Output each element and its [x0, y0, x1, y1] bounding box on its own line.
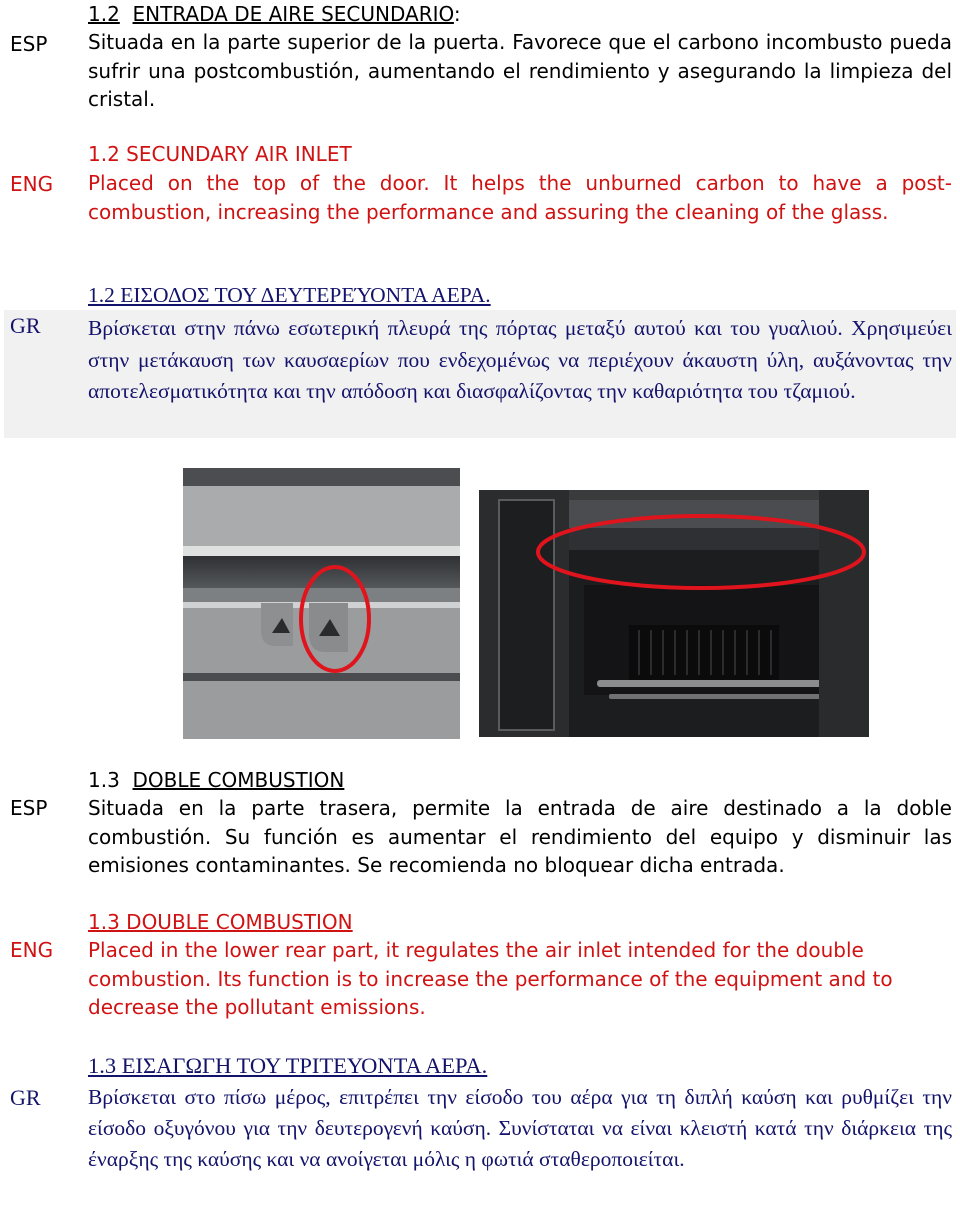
photo-stove-open-door [479, 490, 869, 737]
section-heading-gr-1-3: 1.3 ΕΙΣΑΓΩΓΗ ΤΟΥ ΤΡΙΤΕΥΟΝΤΑ ΑΕΡΑ. [88, 1053, 488, 1078]
heading-title: DOBLE COMBUSTION [132, 768, 345, 792]
section-heading-gr-1-2: 1.2 ΕΙΣΟΔΟΣ ΤΟΥ ΔΕΥΤΕΡΕΎΟΝΤΑ ΑΕΡΑ. [88, 283, 491, 307]
section-heading-esp-1-3 [88, 766, 952, 795]
paragraph-eng-1-3: Placed in the lower rear part, it regulates the air inlet intended for the double combustion. Its function is to increase the performance of the equipment and to decrease the pollutant emissions. [88, 938, 893, 1019]
paragraph-esp-1-3: Situada en la parte trasera, permite la entrada de aire destinado a la doble combustión. Su función es aumentar el rendimiento del equipo y disminuir las emisiones contaminantes. Se recomienda no bloquear dicha entrada. [88, 796, 952, 877]
paragraph-gr-1-3: Βρίσκεται στο πίσω μέρος, επιτρέπει την είσοδο του αέρα για τη διπλή καύση και ρυθμίζει την είσοδο οξυγόνου για την δευτερογενή καύση. Συνίσταται να είναι κλειστή κατά την διάρκεια της έναρξης της καύσης και να ανοίγεται μόλις η φωτιά σταθεροποιείται. [88, 1085, 952, 1171]
section-heading-eng-1-3: 1.3 DOUBLE COMBUSTION [88, 910, 353, 934]
lang-label-eng: ENG [10, 938, 54, 962]
lang-label-gr: GR [10, 1085, 41, 1110]
paragraph-gr-1-2: Βρίσκεται στην πάνω εσωτερική πλευρά της πόρτας μεταξύ αυτού και του γυαλιού. Χρησιμεύει στην μετάκαυση των καυσαερίων που ενδεχομένως να περιέχουν άκαυστη ύλη, αυξάνοντας την αποτελεσματικότητα και την απόδοση και διασφαλίζοντας την καθαριότητα του τζαμιού. [88, 316, 952, 403]
section-heading-esp-1-2 [88, 0, 952, 29]
heading-number: 1.3 [88, 768, 120, 792]
paragraph-esp-1-2: Situada en la parte superior de la puerta. Favorece que el carbono incombusto pueda sufrir una postcombustión, aumentando el rendimiento y asegurando la limpieza del cristal. [88, 30, 952, 111]
photo-door-top-air-inlet [183, 468, 460, 739]
paragraph-eng-1-2: Placed on the top of the door. It helps the unburned carbon to have a post-combustion, increasing the performance and assuring the cleaning of the glass. [88, 171, 952, 224]
heading-colon: : [453, 2, 461, 26]
section-heading-eng-1-2: 1.2 SECUNDARY AIR INLET [88, 142, 352, 166]
lang-label-eng: ENG [10, 172, 54, 196]
lang-label-esp: ESP [10, 796, 48, 820]
photo-right-illustration [479, 490, 869, 737]
heading-number: 1.2 [88, 2, 120, 26]
lang-label-gr: GR [10, 313, 41, 338]
heading-title: ENTRADA DE AIRE SECUNDARIO [132, 2, 454, 26]
lang-label-esp: ESP [10, 32, 48, 56]
photo-left-illustration [183, 468, 460, 739]
